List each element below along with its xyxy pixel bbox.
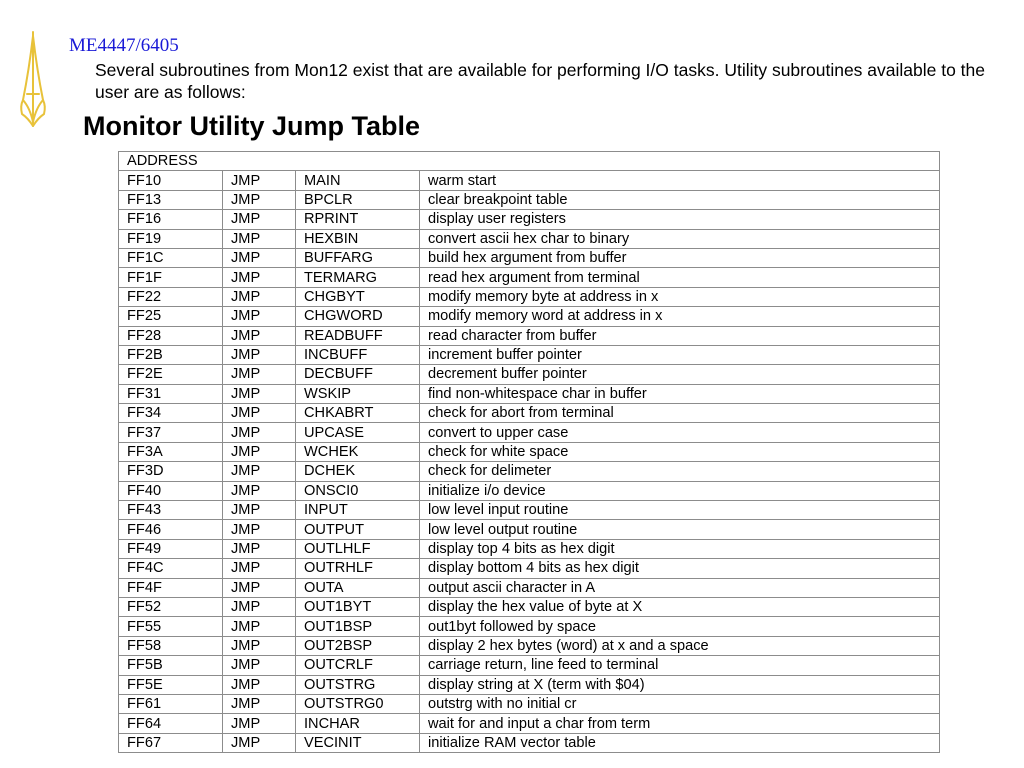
opcode-cell: JMP: [223, 520, 296, 539]
opcode-cell: JMP: [223, 404, 296, 423]
opcode-cell: JMP: [223, 656, 296, 675]
address-cell: FF1F: [119, 268, 223, 287]
routine-name-cell: HEXBIN: [296, 229, 420, 248]
table-row: [119, 714, 940, 733]
table-row: [119, 539, 940, 558]
opcode-cell: JMP: [223, 171, 296, 190]
table-row: [119, 733, 940, 752]
table-row: [119, 365, 940, 384]
table-row: [119, 307, 940, 326]
description-cell: increment buffer pointer: [420, 345, 940, 364]
address-cell: FF61: [119, 694, 223, 713]
description-cell: out1byt followed by space: [420, 617, 940, 636]
opcode-cell: JMP: [223, 307, 296, 326]
routine-name-cell: INPUT: [296, 501, 420, 520]
description-cell: output ascii character in A: [420, 578, 940, 597]
routine-name-cell: DECBUFF: [296, 365, 420, 384]
address-cell: FF16: [119, 210, 223, 229]
table-row: [119, 520, 940, 539]
description-cell: warm start: [420, 171, 940, 190]
course-code: ME4447/6405: [69, 35, 179, 56]
table-row: [119, 675, 940, 694]
routine-name-cell: ONSCI0: [296, 481, 420, 500]
address-cell: FF58: [119, 636, 223, 655]
description-cell: read hex argument from terminal: [420, 268, 940, 287]
jump-table: [118, 151, 940, 753]
address-cell: FF2B: [119, 345, 223, 364]
table-row: [119, 481, 940, 500]
table-row: [119, 597, 940, 616]
table-row: [119, 423, 940, 442]
table-row: [119, 462, 940, 481]
address-cell: FF10: [119, 171, 223, 190]
table-row: [119, 636, 940, 655]
table-header-cell: ADDRESS: [119, 152, 940, 171]
routine-name-cell: BUFFARG: [296, 248, 420, 267]
description-cell: wait for and input a char from term: [420, 714, 940, 733]
routine-name-cell: OUTRHLF: [296, 559, 420, 578]
address-cell: FF46: [119, 520, 223, 539]
routine-name-cell: READBUFF: [296, 326, 420, 345]
description-cell: outstrg with no initial cr: [420, 694, 940, 713]
routine-name-cell: VECINIT: [296, 733, 420, 752]
description-cell: check for abort from terminal: [420, 404, 940, 423]
address-cell: FF19: [119, 229, 223, 248]
routine-name-cell: CHGWORD: [296, 307, 420, 326]
opcode-cell: JMP: [223, 229, 296, 248]
routine-name-cell: DCHEK: [296, 462, 420, 481]
routine-name-cell: RPRINT: [296, 210, 420, 229]
address-cell: FF40: [119, 481, 223, 500]
address-cell: FF67: [119, 733, 223, 752]
address-cell: FF31: [119, 384, 223, 403]
opcode-cell: JMP: [223, 694, 296, 713]
opcode-cell: JMP: [223, 326, 296, 345]
routine-name-cell: BPCLR: [296, 190, 420, 209]
table-row: [119, 694, 940, 713]
description-cell: display the hex value of byte at X: [420, 597, 940, 616]
opcode-cell: JMP: [223, 287, 296, 306]
table-row: [119, 229, 940, 248]
opcode-cell: JMP: [223, 675, 296, 694]
routine-name-cell: OUTSTRG0: [296, 694, 420, 713]
description-cell: low level input routine: [420, 501, 940, 520]
routine-name-cell: UPCASE: [296, 423, 420, 442]
opcode-cell: JMP: [223, 481, 296, 500]
table-row: [119, 617, 940, 636]
table-row: [119, 326, 940, 345]
opcode-cell: JMP: [223, 248, 296, 267]
address-cell: FF3A: [119, 442, 223, 461]
routine-name-cell: CHKABRT: [296, 404, 420, 423]
description-cell: carriage return, line feed to terminal: [420, 656, 940, 675]
routine-name-cell: OUTPUT: [296, 520, 420, 539]
opcode-cell: JMP: [223, 597, 296, 616]
address-cell: FF34: [119, 404, 223, 423]
opcode-cell: JMP: [223, 617, 296, 636]
opcode-cell: JMP: [223, 559, 296, 578]
opcode-cell: JMP: [223, 442, 296, 461]
description-cell: build hex argument from buffer: [420, 248, 940, 267]
table-row: [119, 656, 940, 675]
routine-name-cell: OUTA: [296, 578, 420, 597]
description-cell: display top 4 bits as hex digit: [420, 539, 940, 558]
address-cell: FF13: [119, 190, 223, 209]
table-row: [119, 404, 940, 423]
address-cell: FF5E: [119, 675, 223, 694]
address-cell: FF4F: [119, 578, 223, 597]
description-cell: convert ascii hex char to binary: [420, 229, 940, 248]
opcode-cell: JMP: [223, 345, 296, 364]
description-cell: find non-whitespace char in buffer: [420, 384, 940, 403]
table-row: [119, 442, 940, 461]
description-cell: display string at X (term with $04): [420, 675, 940, 694]
opcode-cell: JMP: [223, 714, 296, 733]
table-row: [119, 190, 940, 209]
routine-name-cell: OUT1BSP: [296, 617, 420, 636]
opcode-cell: JMP: [223, 578, 296, 597]
routine-name-cell: WSKIP: [296, 384, 420, 403]
description-cell: convert to upper case: [420, 423, 940, 442]
description-cell: modify memory byte at address in x: [420, 287, 940, 306]
opcode-cell: JMP: [223, 462, 296, 481]
description-cell: check for delimeter: [420, 462, 940, 481]
address-cell: FF5B: [119, 656, 223, 675]
opcode-cell: JMP: [223, 190, 296, 209]
routine-name-cell: INCBUFF: [296, 345, 420, 364]
table-row: [119, 171, 940, 190]
page-title: Monitor Utility Jump Table: [83, 111, 420, 141]
address-cell: FF43: [119, 501, 223, 520]
table-row: [119, 268, 940, 287]
intro-text: Several subroutines from Mon12 exist that are available for performing I/O tasks. Utility subroutines available to the user are as follows:: [95, 60, 986, 102]
description-cell: modify memory word at address in x: [420, 307, 940, 326]
opcode-cell: JMP: [223, 365, 296, 384]
description-cell: decrement buffer pointer: [420, 365, 940, 384]
description-cell: low level output routine: [420, 520, 940, 539]
address-cell: FF28: [119, 326, 223, 345]
opcode-cell: JMP: [223, 733, 296, 752]
routine-name-cell: INCHAR: [296, 714, 420, 733]
routine-name-cell: OUT1BYT: [296, 597, 420, 616]
opcode-cell: JMP: [223, 636, 296, 655]
address-cell: FF22: [119, 287, 223, 306]
address-cell: FF55: [119, 617, 223, 636]
table-row: [119, 384, 940, 403]
opcode-cell: JMP: [223, 539, 296, 558]
routine-name-cell: OUTCRLF: [296, 656, 420, 675]
description-cell: display 2 hex bytes (word) at x and a space: [420, 636, 940, 655]
address-cell: FF25: [119, 307, 223, 326]
description-cell: check for white space: [420, 442, 940, 461]
table-row: [119, 345, 940, 364]
opcode-cell: JMP: [223, 268, 296, 287]
routine-name-cell: OUTSTRG: [296, 675, 420, 694]
table-row: [119, 559, 940, 578]
tech-tower-logo-icon: [18, 30, 48, 128]
table-row: [119, 248, 940, 267]
table-row: [119, 578, 940, 597]
description-cell: read character from buffer: [420, 326, 940, 345]
routine-name-cell: MAIN: [296, 171, 420, 190]
opcode-cell: JMP: [223, 384, 296, 403]
address-cell: FF64: [119, 714, 223, 733]
routine-name-cell: TERMARG: [296, 268, 420, 287]
opcode-cell: JMP: [223, 501, 296, 520]
description-cell: clear breakpoint table: [420, 190, 940, 209]
address-cell: FF3D: [119, 462, 223, 481]
table-row: [119, 287, 940, 306]
opcode-cell: JMP: [223, 423, 296, 442]
address-cell: FF4C: [119, 559, 223, 578]
table-row: [119, 501, 940, 520]
table-header-row: [119, 152, 940, 171]
routine-name-cell: OUTLHLF: [296, 539, 420, 558]
address-cell: FF2E: [119, 365, 223, 384]
opcode-cell: JMP: [223, 210, 296, 229]
routine-name-cell: CHGBYT: [296, 287, 420, 306]
routine-name-cell: OUT2BSP: [296, 636, 420, 655]
description-cell: initialize i/o device: [420, 481, 940, 500]
description-cell: display bottom 4 bits as hex digit: [420, 559, 940, 578]
address-cell: FF1C: [119, 248, 223, 267]
address-cell: FF37: [119, 423, 223, 442]
address-cell: FF49: [119, 539, 223, 558]
description-cell: initialize RAM vector table: [420, 733, 940, 752]
table-row: [119, 210, 940, 229]
address-cell: FF52: [119, 597, 223, 616]
routine-name-cell: WCHEK: [296, 442, 420, 461]
description-cell: display user registers: [420, 210, 940, 229]
